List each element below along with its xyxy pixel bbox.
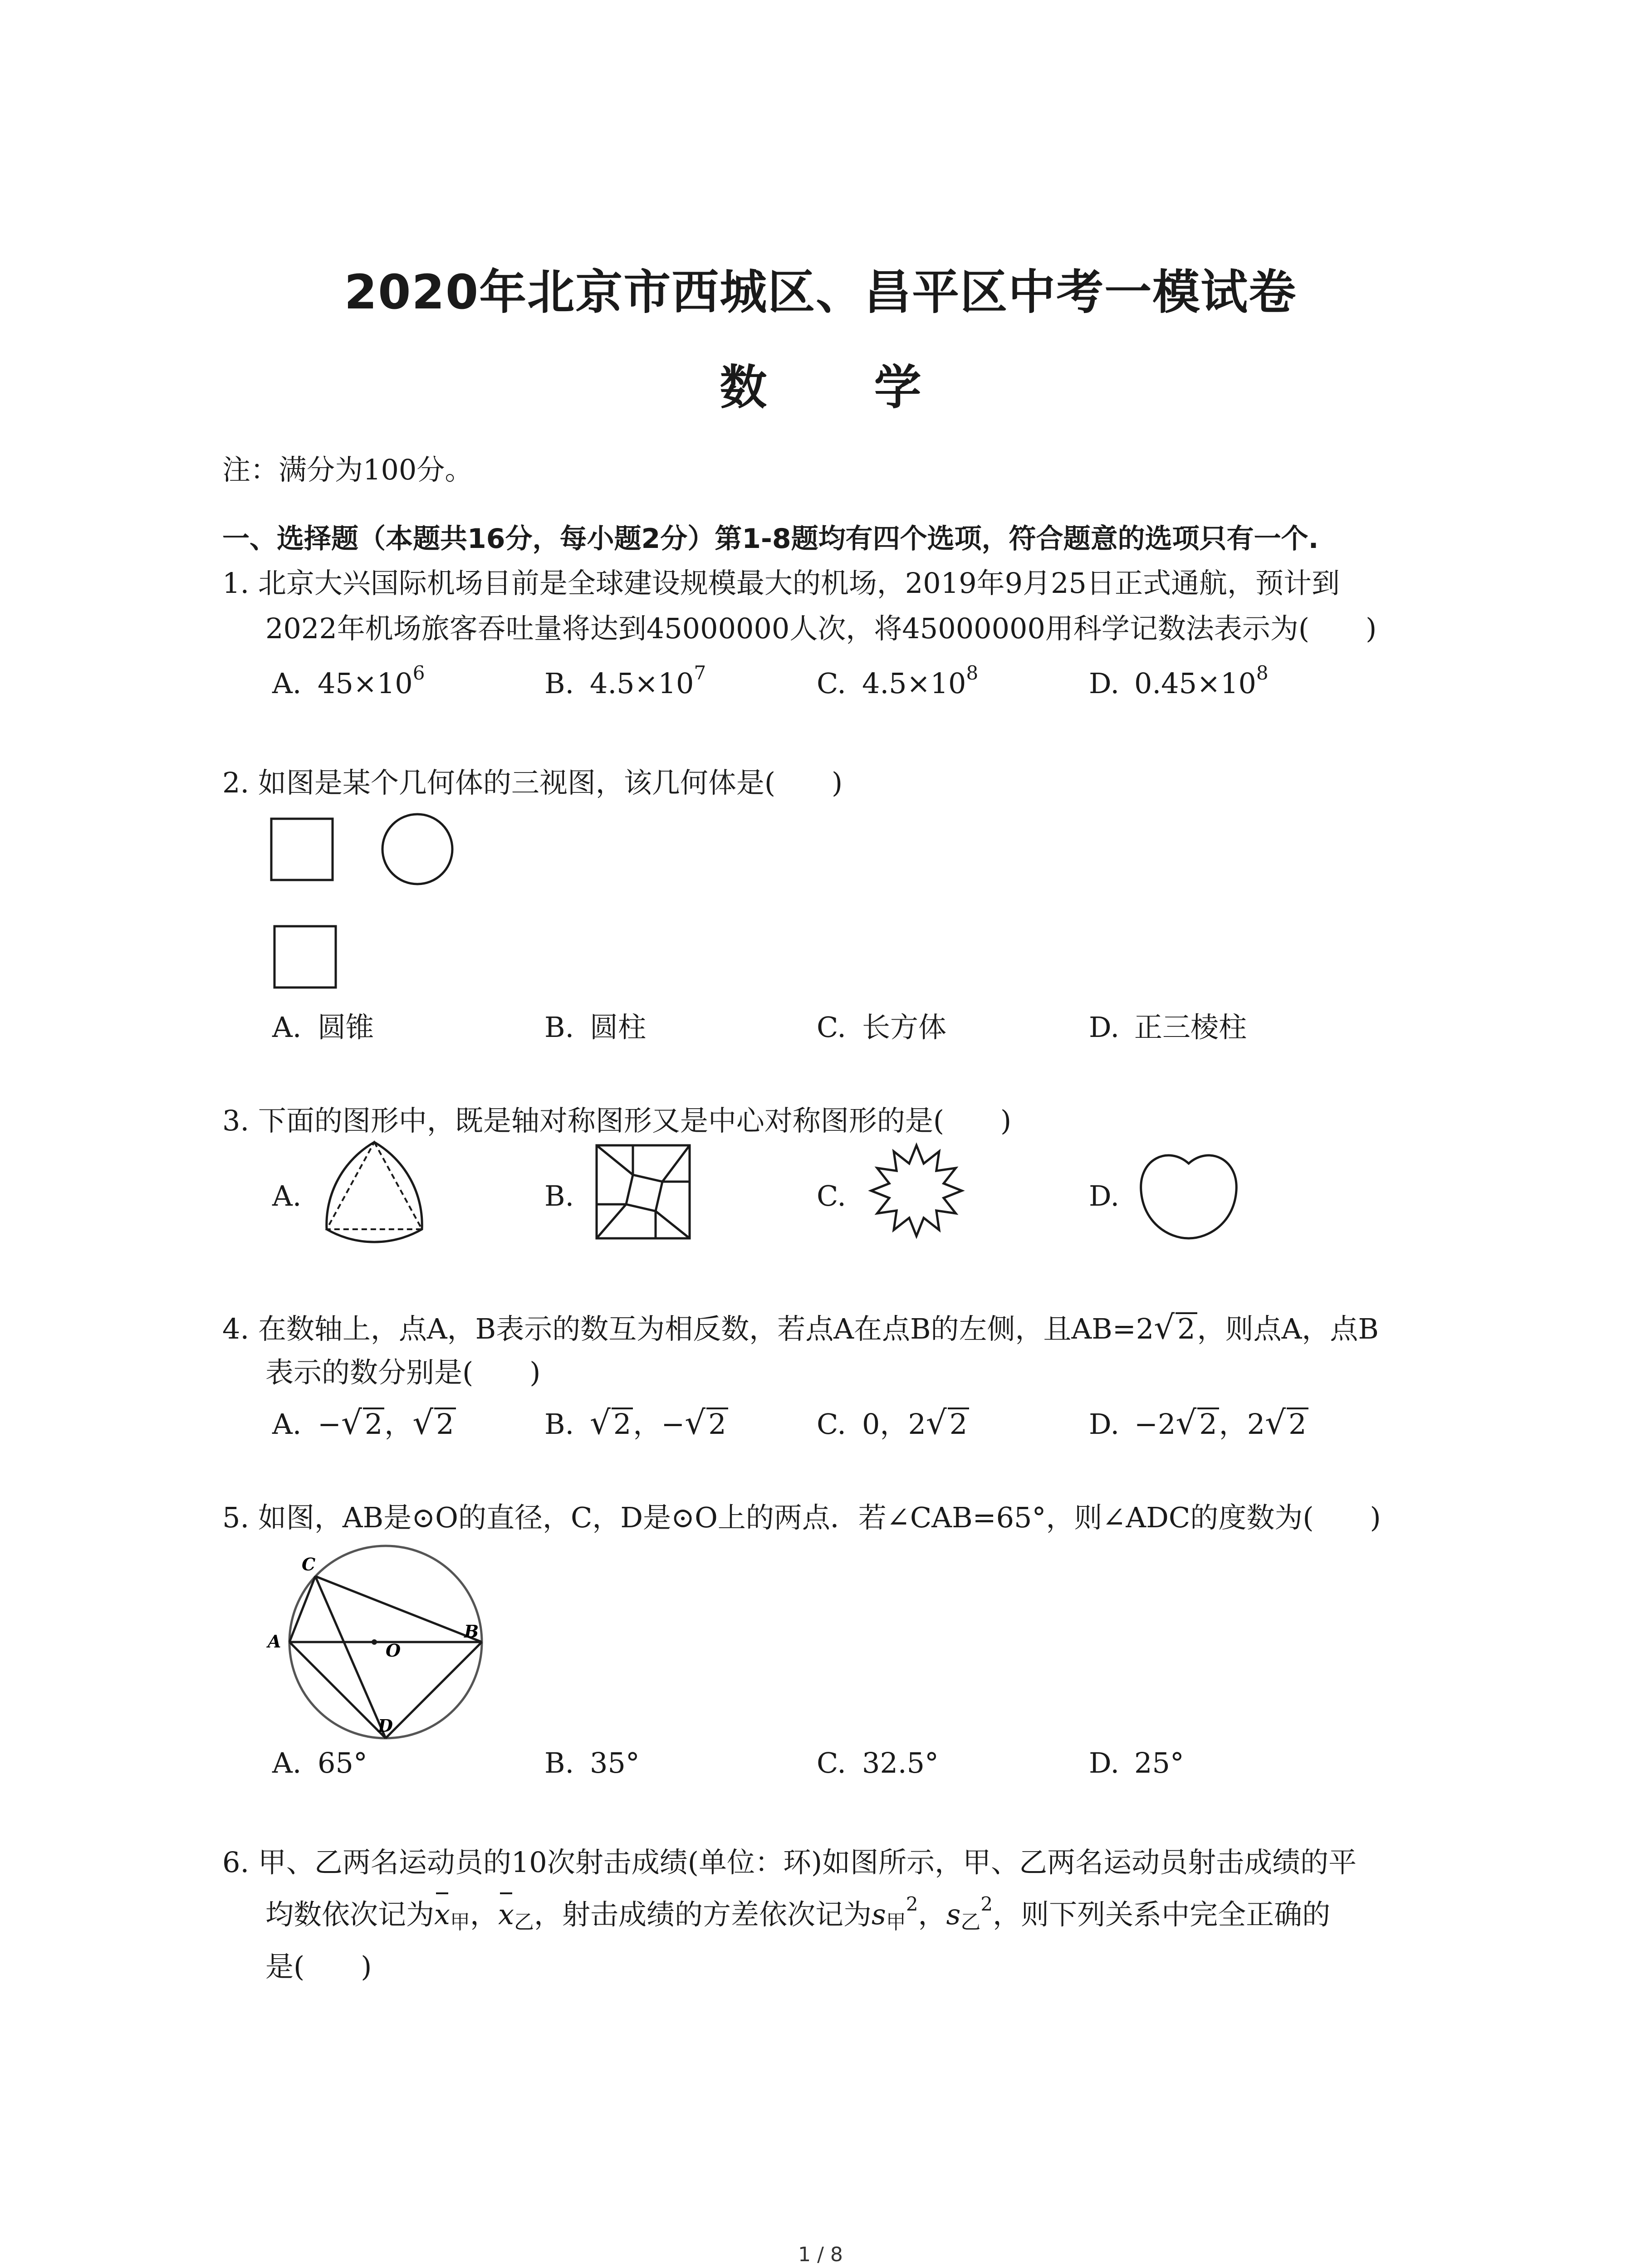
center-point-o [372, 1639, 377, 1645]
q3-stem: 3. 下面的图形中，既是轴对称图形又是中心对称图形的是( ) [222, 1104, 1012, 1137]
option-text: 65° [318, 1746, 367, 1779]
sqrt-sign: √ [341, 1403, 362, 1442]
exponent: 8 [1256, 662, 1269, 684]
q6-text-part: ， [918, 1898, 946, 1931]
q4-option-b [544, 1402, 728, 1442]
point-label-c: C [302, 1554, 316, 1574]
mean-symbol: x [498, 1898, 514, 1931]
mean-symbol: x [434, 1898, 450, 1931]
q4-stem-line2: 表示的数分别是( ) [265, 1356, 541, 1389]
side-view-circle [382, 814, 452, 884]
q6-stem-line3: 是( ) [265, 1950, 372, 1983]
reuleaux-triangle-figure [320, 1139, 429, 1243]
option-text: 25° [1134, 1746, 1184, 1779]
q1-option-d [1089, 662, 1269, 700]
q5-option-a [272, 1746, 367, 1779]
option-text: − [318, 1408, 341, 1441]
q4-stem-line1 [222, 1308, 1379, 1346]
q2-option-d [1089, 1005, 1247, 1045]
segment-ca [289, 1576, 315, 1642]
point-label-d: D [378, 1716, 393, 1736]
q5-option-b [544, 1746, 640, 1779]
radicand: 2 [1287, 1408, 1308, 1439]
exponent: 2 [980, 1893, 993, 1915]
q2-option-b [544, 1005, 646, 1045]
sqrt-sign: √ [590, 1403, 611, 1442]
segment-ad [289, 1642, 386, 1738]
q4-stem-part2: ，则点A，点B [1197, 1312, 1379, 1345]
sqrt-sign: √ [1176, 1403, 1197, 1442]
exponent: 2 [906, 1893, 918, 1915]
q1-stem-line2: 2022年机场旅客吞吐量将达到45000000人次，将45000000用科学记数法表示为( ) [265, 612, 1377, 645]
option-text: 圆锥 [318, 1011, 374, 1044]
q4-option-a [272, 1402, 456, 1442]
page-number: 1 / 8 [798, 2243, 843, 2266]
q1-stem-line1: 1. 北京大兴国际机场目前是全球建设规模最大的机场，2019年9月25日正式通航，预计到 [222, 567, 1340, 600]
option-label: B. [544, 1408, 574, 1441]
q6-text-part: 均数依次记为 [265, 1898, 435, 1931]
exponent: 7 [694, 662, 706, 684]
option-label: D. [1089, 1011, 1120, 1044]
option-text: −2 [1134, 1408, 1176, 1441]
q1-option-b [544, 662, 706, 700]
q1-option-a [272, 662, 425, 700]
radicand: 2 [1197, 1408, 1219, 1439]
option-text: 0.45×10 [1134, 667, 1256, 700]
option-label: D. [1089, 667, 1120, 700]
option-label: A. [272, 1011, 302, 1044]
option-label: A. [272, 1746, 302, 1779]
radicand: 2 [612, 1408, 633, 1439]
option-text: ， [384, 1408, 413, 1441]
top-view-square [274, 926, 336, 987]
exam-title: 2020年北京市西城区、昌平区中考一模试卷 [344, 264, 1297, 320]
variance-symbol: s [946, 1898, 961, 1931]
q3-option-c-label: C. [817, 1179, 846, 1212]
option-label: B. [544, 667, 574, 700]
option-text: 32.5° [862, 1746, 939, 1779]
option-text: 4.5×10 [590, 667, 694, 700]
radicand: 2 [434, 1408, 456, 1439]
sqrt-sign: √ [926, 1403, 947, 1442]
q5-circle-figure [265, 1551, 483, 1742]
q6-stem-line2 [265, 1893, 1331, 1934]
koch-snowflake-figure [864, 1139, 969, 1243]
option-text: 圆柱 [590, 1011, 647, 1044]
q3-option-b-label: B. [544, 1179, 574, 1212]
section-heading: 一、选择题（本题共16分，每小题2分）第1-8题均有四个选项，符合题意的选项只有一个. [222, 523, 1319, 555]
option-label: C. [817, 667, 846, 700]
score-note: 注：满分为100分。 [222, 453, 473, 486]
q6-stem-line1: 6. 甲、乙两名运动员的10次射击成绩(单位：环)如图所示，甲、乙两名运动员射击成绩的平 [222, 1846, 1357, 1879]
q3-option-a-label: A. [272, 1179, 302, 1212]
option-text: 0，2 [862, 1408, 926, 1441]
q6-text-part: ， [470, 1898, 498, 1931]
option-label: B. [544, 1746, 574, 1779]
q4-stem-part1: 4. 在数轴上，点A，B表示的数互为相反数，若点A在点B的左侧，且AB=2 [222, 1312, 1154, 1345]
sqrt-sign: √ [412, 1403, 434, 1442]
q2-three-views-figure [268, 812, 476, 1002]
option-text: 35° [590, 1746, 640, 1779]
sqrt-sign: √ [1154, 1308, 1175, 1346]
exponent: 6 [412, 662, 425, 684]
q2-option-a [272, 1005, 374, 1045]
option-label: C. [817, 1408, 846, 1441]
q6-text-part: ，则下列关系中完全正确的 [993, 1898, 1331, 1931]
front-view-square [271, 819, 333, 880]
q2-stem: 2. 如图是某个几何体的三视图，该几何体是( ) [222, 766, 843, 799]
option-text: 正三棱柱 [1134, 1011, 1247, 1044]
option-label: D. [1089, 1408, 1120, 1441]
sqrt-sign: √ [1265, 1403, 1286, 1442]
subscript-yi: 乙 [514, 1911, 534, 1934]
q3-option-d-label: D. [1089, 1179, 1120, 1212]
point-label-a: A [268, 1631, 281, 1652]
sqrt-sign: √ [685, 1403, 706, 1442]
option-label: D. [1089, 1746, 1120, 1779]
option-text: 4.5×10 [862, 667, 966, 700]
q4-option-c [817, 1402, 969, 1442]
subscript-jia: 甲 [450, 1911, 470, 1934]
point-label-b: B [464, 1621, 479, 1642]
option-label: C. [817, 1746, 846, 1779]
radicand: 2 [948, 1408, 969, 1439]
option-label: A. [272, 667, 302, 700]
radicand: 2 [1176, 1312, 1197, 1344]
option-text: 长方体 [862, 1011, 947, 1044]
subscript-jia: 甲 [886, 1911, 906, 1934]
exponent: 8 [966, 662, 979, 684]
subscript-yi: 乙 [960, 1911, 981, 1934]
heart-shape-figure [1136, 1148, 1241, 1247]
variance-symbol: s [871, 1898, 886, 1931]
option-label: B. [544, 1011, 574, 1044]
option-text: ，2 [1219, 1408, 1265, 1441]
option-text: 45×10 [318, 667, 413, 700]
radicand: 2 [706, 1408, 728, 1439]
q5-option-d [1089, 1746, 1184, 1779]
q5-option-c [817, 1746, 939, 1779]
option-text: ，− [633, 1408, 685, 1441]
q6-text-part: ，射击成绩的方差依次记为 [534, 1898, 872, 1931]
subject-title: 数 学 [720, 360, 967, 415]
q4-option-d [1089, 1402, 1308, 1442]
q2-option-c [817, 1005, 946, 1045]
point-label-o: O [386, 1640, 401, 1661]
option-label: A. [272, 1408, 302, 1441]
pinwheel-square-figure [594, 1143, 694, 1243]
q1-option-c [817, 662, 979, 700]
q5-stem: 5. 如图，AB是⊙O的直径，C，D是⊙O上的两点．若∠CAB=65°，则∠ADC的度数为( ) [222, 1501, 1381, 1534]
radicand: 2 [363, 1408, 384, 1439]
option-label: C. [817, 1011, 846, 1044]
